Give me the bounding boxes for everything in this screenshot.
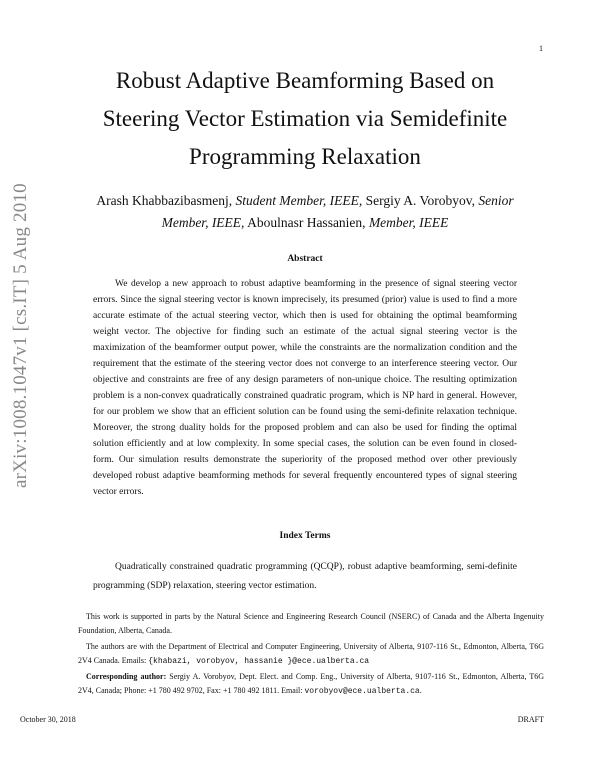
- affiliation-text: The authors are with the Department of Electrical and Computer Engineering, University of Alberta, 9107-116 St., Edmonton, Alberta, T6G 2V4 Canada. Emails:: [78, 642, 544, 665]
- page-number: 1: [539, 44, 543, 53]
- paper-title: [60, 62, 550, 176]
- title-line-1: Robust Adaptive Beamforming Based on: [115, 68, 495, 93]
- author-2-name: Sergiy A. Vorobyov,: [365, 193, 475, 208]
- footer-draft: DRAFT: [517, 715, 544, 724]
- corresponding-email: vorobyov@ece.ualberta.ca: [304, 687, 420, 696]
- corresponding-text: Sergiy A. Vorobyov, Dept. Elect. and Comp. Eng., University of Alberta, 9107-116 St., Edmonton, Alberta, T6G 2V4, Canada; Phone: +1 780 492 9702, Fax: +1 780 492 1811. Email:: [78, 672, 544, 695]
- index-terms-heading: Index Terms: [279, 531, 331, 541]
- arxiv-identifier: arXiv:1008.1047v1 [cs.IT] 5 Aug 2010: [10, 183, 31, 488]
- author-list: [80, 190, 530, 234]
- author-1-role: Student Member, IEEE,: [235, 193, 363, 208]
- title-line-3: Programming Relaxation: [189, 144, 421, 169]
- corresponding-label: Corresponding author:: [86, 672, 167, 681]
- title-line-2: Steering Vector Estimation via Semidefinite: [102, 106, 508, 131]
- footnote-support: This work is supported in parts by the Natural Science and Engineering Research Council (NSERC) of Canada and the Alberta Ingenuity Foundation, Alberta, Canada.: [78, 612, 544, 635]
- abstract-body: We develop a new approach to robust adaptive beamforming in the presence of signal steering vector errors. Since the signal steering vector is known imprecisely, its presumed (prior) value is used to find a more accurate estimate of the actual steering vector, which then is used for obtaining the optimal beamforming weight vector. The objective for finding such an estimate of the actual signal steering vector is the maximization of the beamformer output power, while the constraints are the normalization condition and the requirement that the estimate of the steering vector does not converge to an interference steering vector. Our objective and constraints are free of any design parameters of non-unique choice. The resulting optimization problem is a non-convex quadratically constrained quadratic program, which is NP hard in general. However, for our problem we show that an efficient solution can be found using the semi-definite relaxation technique. Moreover, the strong duality holds for the proposed problem and can also be used for finding the optimal solution efficiently and at low complexity. In some special cases, the solution can be even found in closed-form. Our simulation results demonstrate the superiority of the proposed method over other previously developed robust adaptive beamforming methods for several frequently encountered types of signal steering vector errors.: [93, 279, 517, 497]
- corresponding-end: .: [419, 686, 422, 695]
- author-2-role: Senior Member, IEEE,: [161, 193, 514, 230]
- author-emails: {khabazi, vorobyov, hassanie }@ece.ualberta.ca: [148, 657, 370, 666]
- author-3-role: Member, IEEE: [368, 215, 449, 230]
- footer-date: October 30, 2018: [20, 715, 76, 724]
- author-1-name: Arash Khabbazibasmenj,: [96, 193, 233, 208]
- footnote-affiliation: [78, 640, 544, 669]
- author-3-name: Aboulnasr Hassanien,: [247, 215, 366, 230]
- index-terms-body: Quadratically constrained quadratic programming (QCQP), robust adaptive beamforming, semi-definite programming (SDP) relaxation, steering vector estimation.: [93, 562, 517, 591]
- abstract-heading: Abstract: [287, 254, 323, 264]
- footnote-corresponding: [78, 670, 544, 699]
